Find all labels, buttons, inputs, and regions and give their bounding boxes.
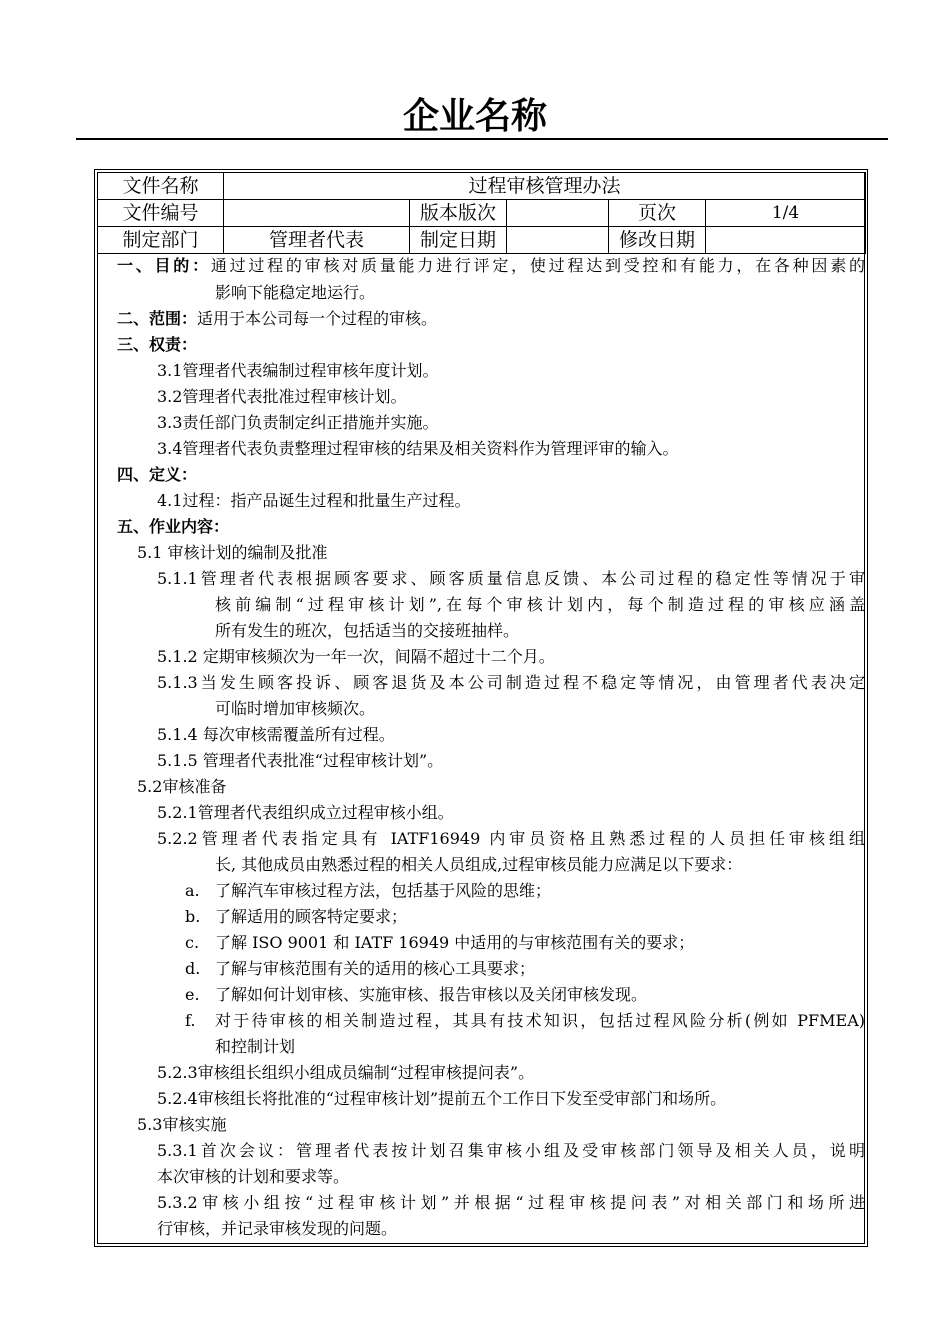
section-purpose-text: 通过过程的审核对质量能力进行评定，使过程达到受控和有能力，在各种因素的 [210,256,865,275]
procedure-5-2-1: 5.2.1管理者代表组织成立过程审核小组。 [157,803,454,822]
page-value: 1/4 [706,200,866,227]
procedure-5-2-4: 5.2.4审核组长将批准的“过程审核计划”提前五个工作日下发至受审部门和场所。 [157,1089,727,1108]
list-marker-c: c. [185,933,200,952]
section-scope-text: 适用于本公司每一个过程的审核。 [197,309,438,328]
section-purpose-line2: 影响下能稳定地运行。 [215,283,376,302]
list-item-a: 了解汽车审核过程方法，包括基于风险的思维； [215,881,552,900]
procedure-5-3-2-line1: 5.3.2审核小组按“过程审核计划”并根据“过程审核提问表”对相关部门和场所进 [157,1193,865,1212]
date-value [507,227,609,254]
list-item-f-line2: 和控制计划 [215,1037,296,1056]
version-label: 版本版次 [410,200,507,227]
list-marker-d: d. [185,959,201,978]
list-item-b: 了解适用的顾客特定要求； [215,907,408,926]
list-marker-e: e. [185,985,200,1004]
date-label: 制定日期 [410,227,507,254]
procedure-5-1-3-line2: 可临时增加审核频次。 [215,699,376,718]
section-scope [117,306,437,332]
dept-label: 制定部门 [98,227,224,254]
procedure-5-2-2-line1: 5.2.2管理者代表指定具有 IATF16949 内审员资格且熟悉过程的人员担任审核组组 [157,829,865,848]
procedure-5-1-4: 5.1.4 每次审核需覆盖所有过程。 [157,725,395,744]
procedure-5-2: 5.2审核准备 [137,777,227,796]
procedure-5-2-2-line2: 长, 其他成员由熟悉过程的相关人员组成,过程审核员能力应满足以下要求： [215,855,743,874]
doc-name-value: 过程审核管理办法 [224,173,866,200]
responsibility-3-4: 3.4管理者代表负责整理过程审核的结果及相关资料作为管理评审的输入。 [157,439,679,458]
title-divider [76,138,888,140]
list-item-e: 了解如何计划审核、实施审核、报告审核以及关闭审核发现。 [215,985,648,1004]
doc-no-label: 文件编号 [98,200,224,227]
procedure-5-1-1-line2: 核前编制“过程审核计划”,在每个审核计划内，每个制造过程的审核应涵盖 [215,595,865,614]
dept-value: 管理者代表 [224,227,410,254]
section-procedure-heading: 五、作业内容： [117,517,230,536]
list-item-f-line1: 对于待审核的相关制造过程，其具有技术知识，包括过程风险分析(例如 PFMEA) [215,1011,865,1030]
procedure-5-1-5: 5.1.5 管理者代表批准“过程审核计划”。 [157,751,444,770]
procedure-5-1-1-line3: 所有发生的班次，包括适当的交接班抽样。 [215,621,520,640]
section-responsibility-heading: 三、权责： [117,335,198,354]
responsibility-3-2: 3.2管理者代表批准过程审核计划。 [157,387,407,406]
list-marker-b: b. [185,907,201,926]
procedure-5-2-3: 5.2.3审核组长组织小组成员编制“过程审核提问表”。 [157,1063,535,1082]
section-scope-heading: 二、范围： [117,309,198,328]
list-item-c: 了解 ISO 9001 和 IATF 16949 中适用的与审核范围有关的要求； [215,933,695,952]
rev-date-value [706,227,866,254]
page-label: 页次 [609,200,706,227]
procedure-5-3-2-line2: 行审核，并记录审核发现的问题。 [157,1219,398,1238]
section-definition-heading: 四、定义： [117,465,198,484]
responsibility-3-1: 3.1管理者代表编制过程审核年度计划。 [157,361,439,380]
company-name-title: 企业名称 [402,96,547,137]
document-info-table [97,172,866,254]
doc-no-value [224,200,410,227]
procedure-5-1-2: 5.1.2 定期审核频次为一年一次，间隔不超过十二个月。 [157,647,555,666]
list-item-d: 了解与审核范围有关的适用的核心工具要求； [215,959,536,978]
responsibility-3-3: 3.3责任部门负责制定纠正措施并实施。 [157,413,439,432]
section-purpose-line1 [117,253,865,279]
section-purpose-heading: 一、目的： [117,256,211,275]
rev-date-label: 修改日期 [609,227,706,254]
procedure-5-3: 5.3审核实施 [137,1115,227,1134]
doc-name-label: 文件名称 [98,173,224,200]
procedure-5-1-3-line1: 5.1.3当发生顾客投诉、顾客退货及本公司制造过程不稳定等情况，由管理者代表决定 [157,673,865,692]
list-marker-a: a. [185,881,200,900]
procedure-5-3-1-line1: 5.3.1首次会议：管理者代表按计划召集审核小组及受审核部门领导及相关人员，说明 [157,1141,865,1160]
definition-4-1: 4.1过程：指产品诞生过程和批量生产过程。 [157,491,471,510]
version-value [507,200,609,227]
procedure-5-3-1-line2: 本次审核的计划和要求等。 [157,1167,350,1186]
list-marker-f: f. [185,1011,196,1030]
procedure-5-1-1-line1: 5.1.1管理者代表根据顾客要求、顾客质量信息反馈、本公司过程的稳定性等情况于审 [157,569,865,588]
procedure-5-1: 5.1 审核计划的编制及批准 [137,543,328,562]
